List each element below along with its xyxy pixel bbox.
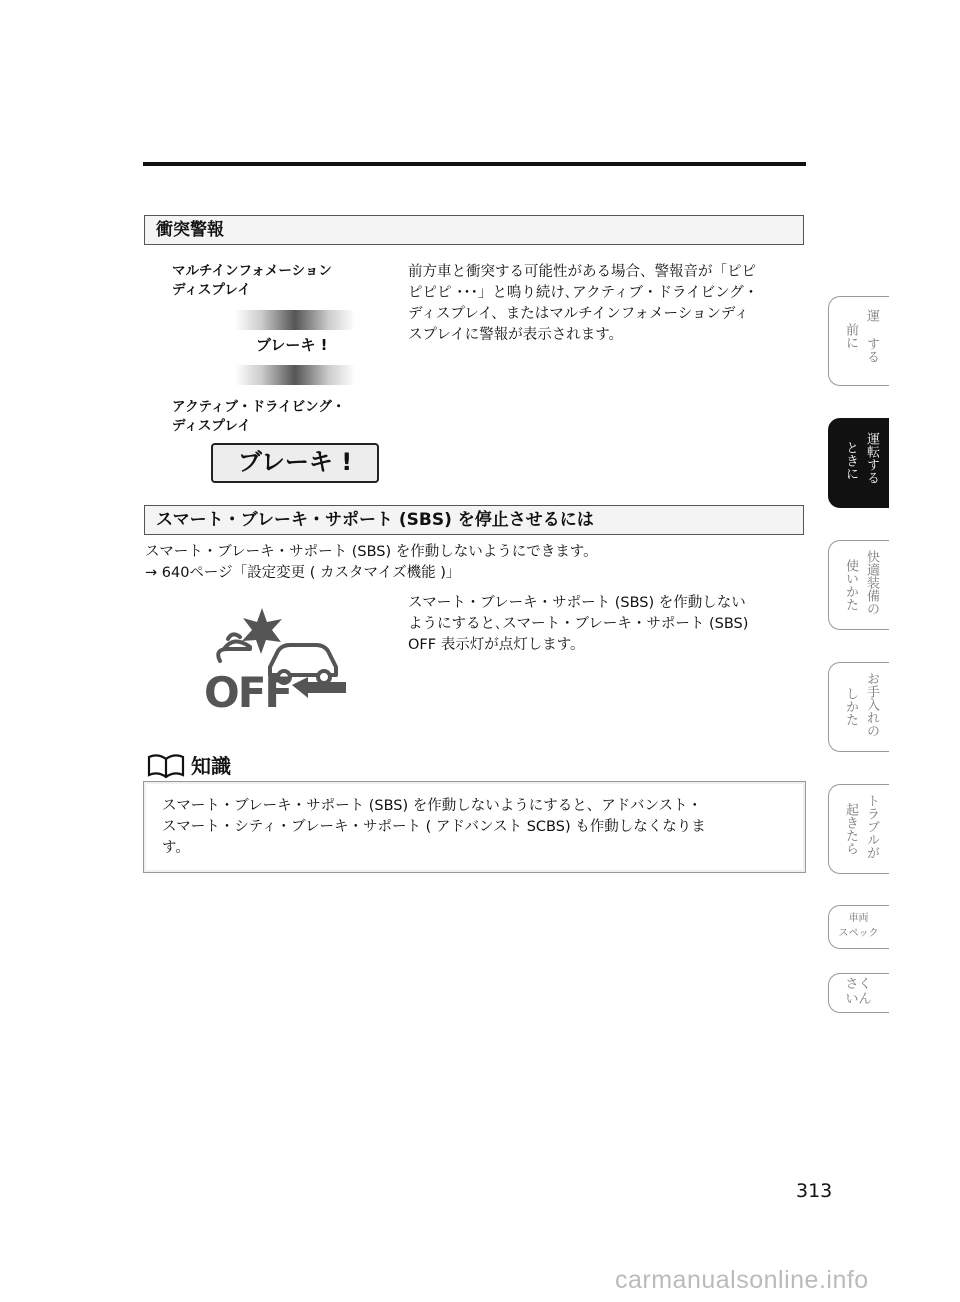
tab-label: お手入れの [864, 672, 879, 737]
tab-vehicle-specs[interactable] [828, 905, 889, 949]
book-icon [146, 753, 186, 779]
tab-label: トラブルが [864, 794, 879, 859]
tab-label: いん [845, 992, 872, 1007]
tab-label: さく [845, 977, 872, 992]
tab-comfort-equipment[interactable] [828, 540, 889, 630]
watermark: carmanualsonline.info [615, 1266, 869, 1294]
tab-label: 起きたら [843, 803, 858, 855]
page-reference-link[interactable]: → 640ページ「設定変更 ( カスタマイズ機能 )」 [145, 565, 461, 581]
text-line: スマート・シティ・ブレーキ・サポート ( アドバンスト SCBS) も作動しなくなりま [162, 819, 706, 835]
text-line: スマート・ブレーキ・サポート (SBS) を作動しない [408, 595, 746, 611]
caption-line: ディスプレイ [172, 282, 251, 298]
tab-before-driving[interactable] [828, 296, 889, 386]
caption-multi-info-display [172, 262, 332, 300]
text-line: ようにすると､スマート・ブレーキ・サポート (SBS) [408, 616, 749, 632]
caption-line: アクティブ・ドライビング・ [172, 399, 346, 415]
tab-label: しかた [843, 687, 858, 726]
tab-label: 車両 [848, 913, 869, 924]
text-line: スマート・ブレーキ・サポート (SBS) を作動しないようにすると、アドバンスト・ [162, 798, 703, 814]
collision-warning-description [408, 262, 808, 346]
sbs-off-description [408, 593, 808, 656]
brake-warning-large: ブレーキ ! [211, 443, 379, 483]
text-line: ディスプレイ、またはマルチインフォメーションディ [408, 306, 749, 322]
tab-label: 運転する [864, 432, 879, 484]
text-line: す。 [162, 840, 190, 856]
top-rule [143, 162, 806, 166]
tab-maintenance[interactable] [828, 662, 889, 752]
off-label: OFF [204, 668, 292, 717]
text-line: スプレイに警報が表示されます。 [408, 327, 624, 343]
section-heading-collision-warning: 衝突警報 [144, 215, 804, 245]
tab-index[interactable] [828, 973, 889, 1013]
text-line: ピピピ ･･･」と鳴り続け､アクティブ・ドライビング・ [408, 285, 759, 301]
tab-label: ときに [843, 441, 858, 480]
knowledge-title: 知識 [191, 754, 231, 778]
caption-line: ディスプレイ [172, 418, 251, 434]
tab-label: スペック [838, 928, 879, 939]
sbs-intro [145, 542, 598, 584]
tab-troubleshooting[interactable] [828, 784, 889, 874]
text-line: 前方車と衝突する可能性がある場合、警報音が「ピピ [408, 264, 756, 280]
tab-label: 快適装備の [864, 550, 879, 615]
brake-warning-small: ブレーキ ! [256, 336, 328, 354]
display-gradient-bottom [235, 365, 355, 385]
page-number: 313 [796, 1180, 833, 1202]
text-line: スマート・ブレーキ・サポート (SBS) を作動しないようにできます。 [145, 544, 598, 560]
section-heading-sbs-stop: スマート・ブレーキ・サポート (SBS) を停止させるには [144, 505, 804, 535]
tab-label: 運 [864, 309, 879, 322]
tab-label: する [864, 337, 879, 363]
caption-line: マルチインフォメーション [172, 263, 332, 279]
caption-active-driving-display [172, 398, 345, 436]
knowledge-box [143, 781, 806, 873]
tab-label: 前に [843, 323, 858, 349]
tab-label: 使いかた [843, 559, 858, 611]
display-gradient-top [235, 310, 355, 330]
text-line: OFF 表示灯が点灯します。 [408, 637, 585, 653]
tab-while-driving[interactable] [828, 418, 889, 508]
